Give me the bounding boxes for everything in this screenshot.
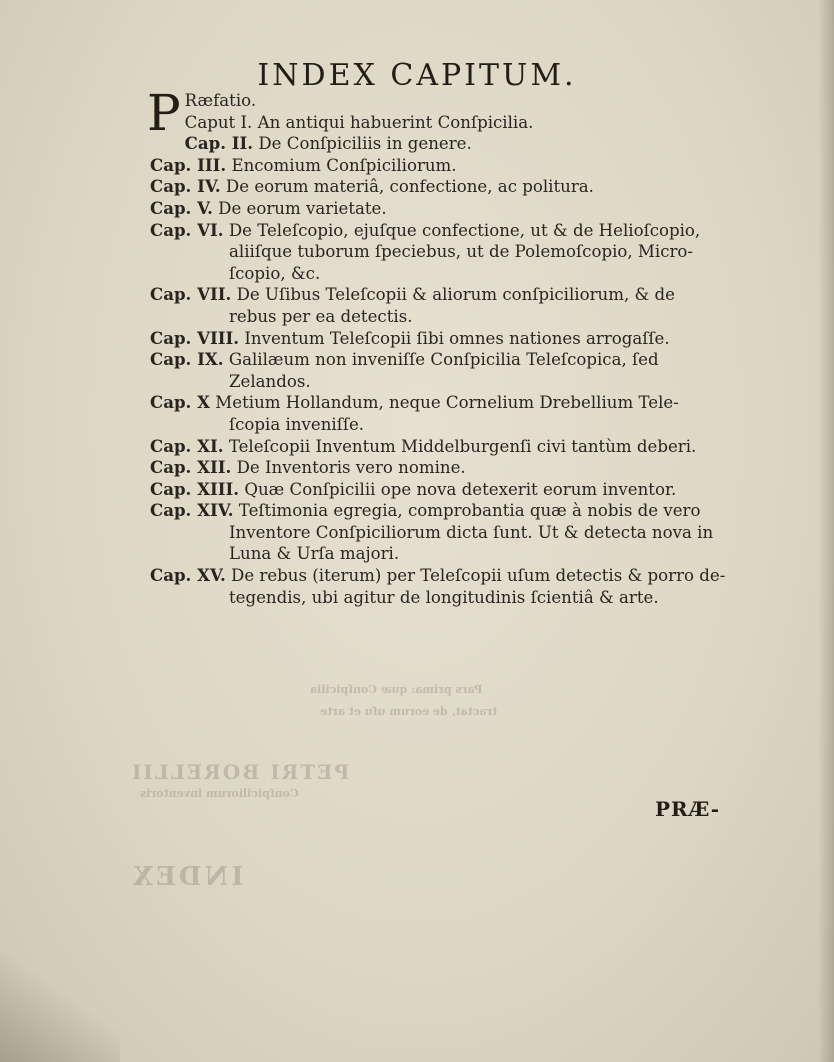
- chapter-text: Quæ Conſpicilii ope nova detexerit eorum inventor.: [244, 479, 677, 499]
- chapter-text: Encomium Conſpiciliorum.: [231, 155, 457, 175]
- chapter-label: Cap. XIII.: [150, 478, 240, 499]
- bleed-through-text: Conſpiciliorum inventoris: [140, 787, 299, 800]
- chapter-first-line: [150, 328, 740, 350]
- chapter-text: ſcopio, &c.: [229, 263, 321, 283]
- page-title: INDEX CAPITUM.: [257, 58, 577, 94]
- chapter-continuation-line: [150, 306, 740, 328]
- chapter-entry: [150, 565, 740, 608]
- chapter-first-line: [150, 198, 740, 220]
- bleed-through-text: INDEX: [130, 862, 244, 892]
- chapter-label: Cap. VIII.: [150, 327, 240, 348]
- chapter-first-line: [150, 500, 740, 522]
- chapter-continuation-line: [150, 371, 740, 393]
- chapter-text: Luna & Urſa majori.: [229, 544, 400, 564]
- chapter-label: Cap. VII.: [150, 284, 232, 305]
- chapter-entry: [150, 500, 740, 565]
- chapter-label: Cap. XV.: [150, 565, 226, 586]
- bleed-through-text: Pars prima: quæ Conſpicilia: [310, 683, 483, 696]
- chapter-text: De rebus (iterum) per Teleſcopii uſum detectis & porro de-: [231, 566, 726, 586]
- page-corner-shadow: [0, 952, 120, 1062]
- chapter-first-line: [150, 133, 740, 155]
- chapter-continuation-line: [150, 543, 740, 565]
- chapter-first-line: [150, 392, 740, 414]
- chapter-first-line: [150, 349, 740, 371]
- chapter-continuation-line: [150, 241, 740, 263]
- chapter-first-line: [150, 436, 740, 458]
- chapter-entry: [150, 284, 740, 327]
- chapter-label: Cap. VI.: [150, 219, 224, 240]
- chapter-text: De Teleſcopio, ejuſque confectione, ut & de Helioſcopio,: [228, 220, 701, 240]
- chapter-text: Inventore Conſpiciliorum dicta ſunt. Ut & detecta nova in: [229, 522, 714, 542]
- chapter-label: Cap. X: [150, 392, 210, 413]
- chapter-entry: [150, 176, 740, 198]
- chapter-text: De Inventoris vero nomine.: [236, 458, 466, 478]
- chapter-text: Inventum Teleſcopii ſibi omnes nationes arrogaſſe.: [244, 328, 670, 348]
- chapter-continuation-line: [150, 414, 740, 436]
- chapter-label: Cap. XIV.: [150, 500, 234, 521]
- chapter-entry: [150, 349, 740, 392]
- chapter-entry: [150, 198, 740, 220]
- chapter-text: Galilæum non inveniſſe Conſpicilia Teleſcopica, ſed: [228, 350, 659, 370]
- chapter-label: Cap. II.: [184, 133, 254, 154]
- drop-cap: P: [147, 84, 181, 142]
- chapter-label: Cap. XII.: [150, 457, 232, 478]
- chapter-text: De Conſpiciliis in genere.: [258, 134, 472, 154]
- chapter-first-line: [150, 284, 740, 306]
- chapter-first-line: [150, 479, 740, 501]
- chapter-entry: [150, 155, 740, 177]
- chapter-text: rebus per ea detectis.: [229, 306, 413, 326]
- preface-text: Ræfatio.: [184, 91, 257, 110]
- bleed-through-text: tractat, de eorum uſu et arte: [320, 705, 498, 718]
- chapter-list: [150, 133, 740, 608]
- chapter-entry: [150, 457, 740, 479]
- chapter-1-line: Caput I. An antiqui habuerint Conſpicilia.: [184, 112, 534, 132]
- catchword: PRÆ-: [655, 797, 721, 821]
- chapter-label: Cap. IV.: [150, 176, 221, 197]
- chapter-entry: [150, 220, 740, 285]
- chapter-index: [147, 84, 740, 608]
- bleed-through-text: PETRI BORELLII: [130, 760, 350, 784]
- chapter-text: Zelandos.: [229, 371, 311, 391]
- chapter-label: Cap. XI.: [150, 435, 224, 456]
- chapter-continuation-line: [150, 263, 740, 285]
- chapter-label: Cap. V.: [150, 197, 213, 218]
- preface-entry: [147, 84, 740, 142]
- chapter-first-line: [150, 155, 740, 177]
- chapter-text: Metium Hollandum, neque Cornelium Drebellium Tele-: [215, 393, 679, 413]
- chapter-continuation-line: [150, 587, 740, 609]
- chapter-text: De eorum materiâ, confectione, ac politura.: [225, 177, 594, 197]
- chapter-entry: [150, 479, 740, 501]
- chapter-entry: [150, 133, 740, 155]
- chapter-text: Teſtimonia egregia, comprobantia quæ à nobis de vero: [238, 501, 701, 521]
- chapter-first-line: [150, 220, 740, 242]
- chapter-text: Teleſcopii Inventum Middelburgenſi civi tantùm deberi.: [228, 436, 697, 456]
- chapter-label: Cap. IX.: [150, 349, 224, 370]
- chapter-text: De Uſibus Teleſcopii & aliorum conſpiciliorum, & de: [236, 285, 675, 305]
- chapter-continuation-line: [150, 522, 740, 544]
- chapter-text: De eorum varietate.: [218, 198, 387, 218]
- chapter-first-line: [150, 176, 740, 198]
- chapter-entry: [150, 436, 740, 458]
- chapter-entry: [150, 392, 740, 435]
- chapter-first-line: [150, 565, 740, 587]
- chapter-text: ſcopia inveniſſe.: [229, 414, 365, 434]
- chapter-text: aliiſque tuborum ſpeciebus, ut de Polemoſcopio, Micro-: [229, 242, 694, 262]
- chapter-entry: [150, 328, 740, 350]
- chapter-label: Cap. III.: [150, 154, 227, 175]
- page-right-edge: [818, 0, 834, 1062]
- chapter-text: tegendis, ubi agitur de longitudinis ſcientiâ & arte.: [229, 587, 659, 607]
- chapter-first-line: [150, 457, 740, 479]
